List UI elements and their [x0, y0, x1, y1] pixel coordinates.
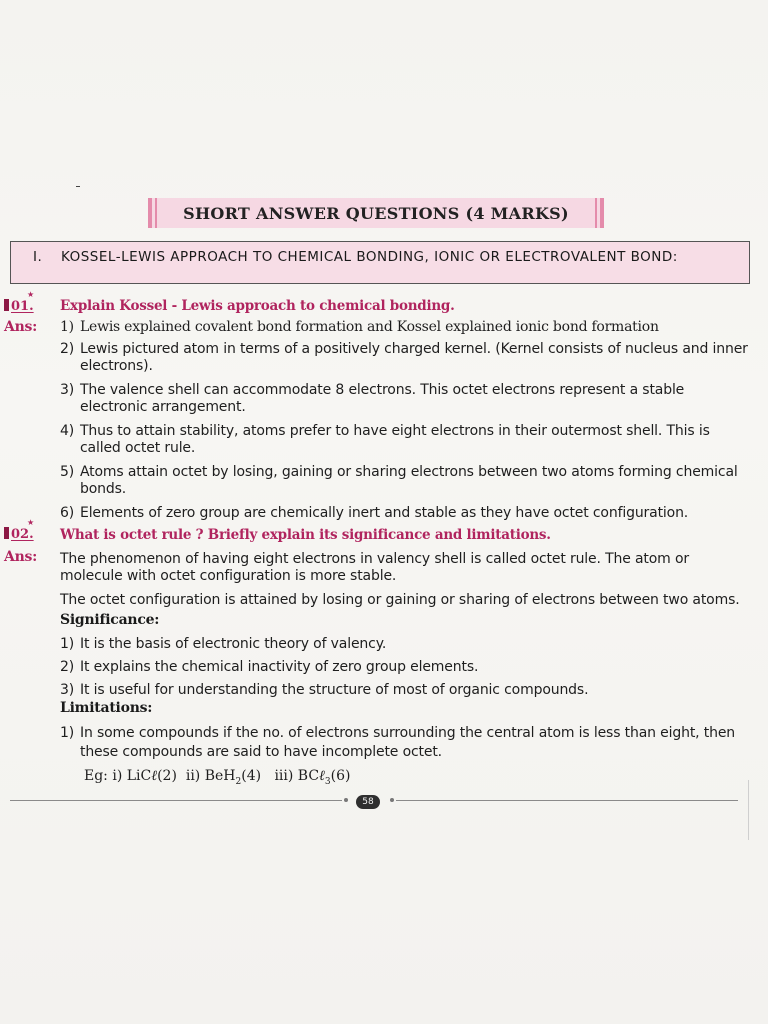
limitations-heading: Limitations: — [60, 700, 153, 716]
answer-point: 6) Elements of zero group are chemically inert and stable as they have octet configuration. — [60, 505, 689, 521]
significance-point: 1) It is the basis of electronic theory of valency. — [60, 636, 387, 652]
answer-paragraph: The phenomenon of having eight electrons in valency shell is called octet rule. The atom or molecule with octet configuration is more stable. — [60, 551, 689, 584]
star-icon: ★ — [27, 518, 35, 527]
star-icon: ★ — [27, 290, 35, 299]
footer-rule-right — [396, 800, 738, 801]
question-text: What is octet rule ? Briefly explain its significance and limitations. — [60, 527, 551, 543]
section-title: KOSSEL-LEWIS APPROACH TO CHEMICAL BONDING, IONIC OR ELECTROVALENT BOND: — [61, 249, 678, 265]
example-line: Eg: i) LiCℓ(2) ii) BeH$_2$(4) iii) BCℓ$_3$(6) — [84, 768, 351, 787]
footer-rule-left — [10, 800, 342, 801]
section-header — [10, 241, 750, 284]
significance-point: 2) It explains the chemical inactivity of zero group elements. — [60, 659, 479, 675]
answer-point: 3) The valence shell can accommodate 8 electrons. This octet electrons represent a stable electronic arrangement. — [60, 382, 685, 415]
bar-icon — [4, 299, 9, 311]
answer-paragraph: The octet configuration is attained by losing or gaining or sharing of electrons between two atoms. — [60, 592, 740, 608]
page-number: 58 — [356, 795, 380, 809]
answer-point: 2) Lewis pictured atom in terms of a positively charged kernel. (Kernel consists of nucleus and inner electrons). — [60, 341, 748, 374]
page-heading: SHORT ANSWER QUESTIONS (4 MARKS) — [148, 198, 604, 228]
stray-mark — [76, 186, 80, 187]
question-number: 01. — [4, 299, 34, 314]
limitations-point: 1) In some compounds if the no. of electrons surrounding the central atom is less than eight, then these compounds are said to have incomplete octet. — [60, 725, 736, 760]
significance-heading: Significance: — [60, 612, 160, 628]
answer-point: 1) Lewis explained covalent bond formation and Kossel explained ionic bond formation — [60, 319, 659, 335]
bar-icon — [4, 527, 9, 539]
page-edge — [748, 780, 749, 840]
answer-label: Ans: — [4, 319, 38, 335]
significance-point: 3) It is useful for understanding the structure of most of organic compounds. — [60, 682, 589, 698]
question-number: 02. — [4, 527, 34, 542]
question-text: Explain Kossel - Lewis approach to chemical bonding. — [60, 298, 455, 314]
answer-point: 5) Atoms attain octet by losing, gaining or sharing electrons between two atoms forming chemical bonds. — [60, 464, 738, 497]
footer-dot — [344, 798, 348, 802]
answer-label: Ans: — [4, 549, 38, 565]
footer-dot — [390, 798, 394, 802]
answer-point: 4) Thus to attain stability, atoms prefer to have eight electrons in their outermost shell. This is called octet rule. — [60, 423, 710, 456]
section-number: I. — [33, 249, 43, 265]
